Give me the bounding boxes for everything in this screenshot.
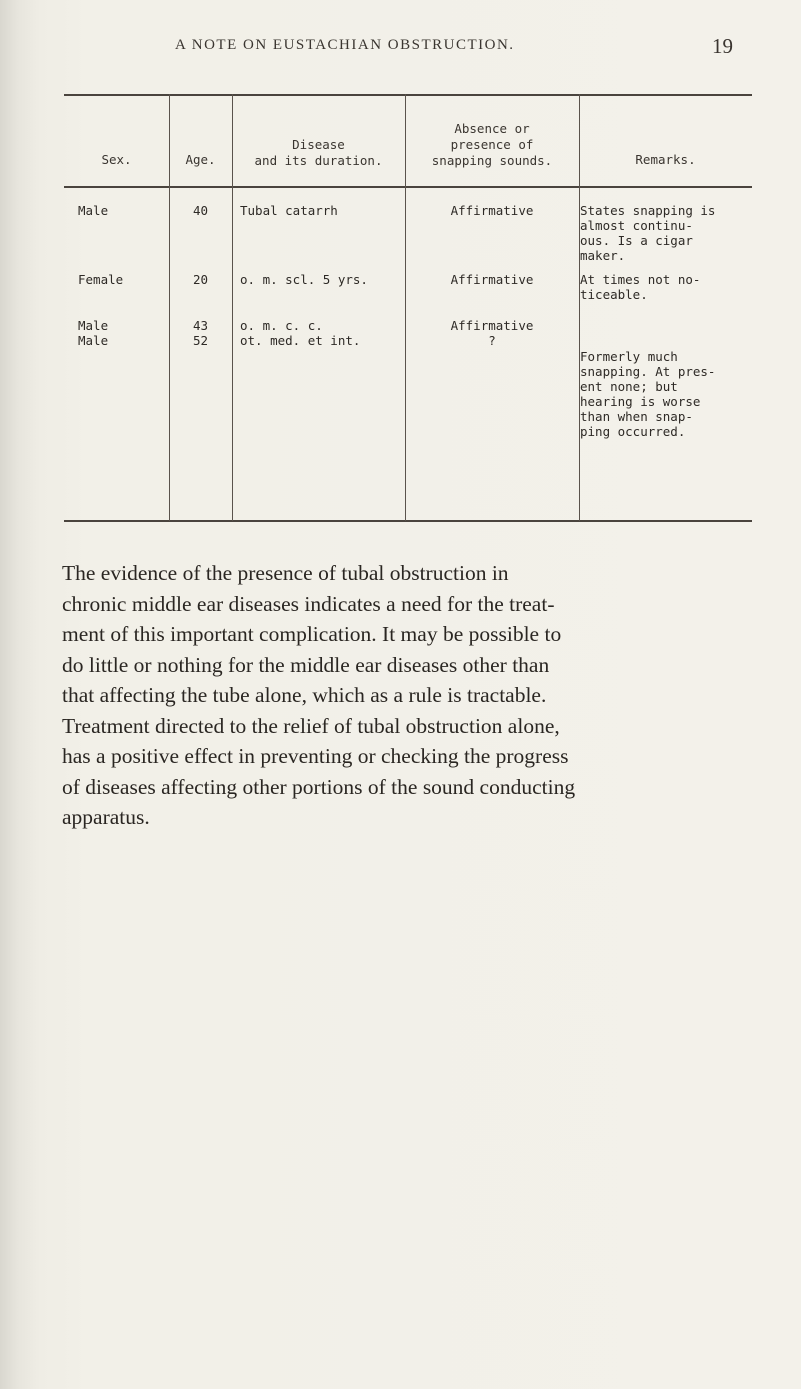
paragraph-line: ment of this important complication. It may be possible to	[62, 622, 562, 646]
remark-line: almost continu-	[580, 218, 693, 233]
cell-sex: Male	[78, 333, 109, 348]
table-bottom-rule	[64, 520, 752, 522]
case-table	[64, 94, 752, 523]
running-title: A NOTE ON EUSTACHIAN OBSTRUCTION.	[175, 37, 515, 53]
paragraph-line: has a positive effect in preventing or checking the progress	[62, 744, 569, 768]
table-header-rule	[64, 186, 752, 188]
cell-snapping: Affirmative	[450, 203, 534, 218]
paragraph-line: of diseases affecting other portions of the sound conducting	[62, 774, 576, 799]
remark-line: snapping. At pres-	[580, 364, 716, 379]
remark-line: ous. Is a cigar	[580, 233, 693, 248]
paragraph-line: The evidence of the presence of tubal obstruction in	[62, 561, 509, 585]
remark-line: ent none; but	[580, 379, 678, 394]
remark-line: hearing is worse	[580, 394, 701, 409]
remark-line: States snapping is	[580, 203, 716, 218]
remark-line: At times not no-	[580, 272, 701, 287]
cell-age: 52	[192, 333, 209, 348]
cell-age: 43	[192, 318, 209, 333]
header-remarks: Remarks.	[635, 152, 696, 167]
cell-remarks	[580, 203, 736, 263]
cell-age: 40	[192, 203, 209, 218]
cell-sex: Male	[78, 318, 109, 333]
cell-age: 20	[192, 272, 209, 287]
paragraph-line: chronic middle ear diseases indicates a need for the treat-	[62, 591, 555, 616]
header-age: Age.	[185, 152, 216, 167]
cell-disease: o. m. c. c.	[240, 318, 323, 333]
remark-line: maker.	[580, 248, 626, 263]
remark-line: ping occurred.	[580, 424, 686, 439]
cell-remarks	[580, 349, 736, 439]
running-head	[0, 34, 801, 58]
cell-disease: ot. med. et int.	[240, 333, 361, 348]
header-sex: Sex.	[101, 152, 132, 167]
table-top-rule	[64, 94, 752, 96]
header-disease: Disease and its duration.	[254, 137, 383, 168]
paragraph-line: that affecting the tube alone, which as a rule is tractable.	[62, 683, 547, 707]
cell-snapping: ?	[488, 333, 496, 348]
cell-snapping: Affirmative	[450, 318, 534, 333]
cell-sex: Male	[78, 203, 109, 218]
cell-remarks	[580, 272, 736, 302]
remark-line: Formerly much	[580, 349, 678, 364]
paragraph-line: apparatus.	[62, 805, 150, 829]
remark-line: ticeable.	[580, 287, 648, 302]
paragraph-line: do little or nothing for the middle ear diseases other than	[62, 652, 550, 677]
cell-disease: o. m. scl. 5 yrs.	[240, 272, 368, 287]
cell-disease: Tubal catarrh	[240, 203, 338, 218]
paragraph-line: Treatment directed to the relief of tubal obstruction alone,	[62, 713, 560, 738]
cell-sex: Female	[78, 272, 124, 287]
page-number: 19	[712, 34, 733, 58]
remark-line: than when snap-	[580, 409, 693, 424]
header-snapping: Absence or presence of snapping sounds.	[431, 121, 553, 168]
body-paragraph	[62, 558, 752, 833]
cell-snapping: Affirmative	[450, 272, 534, 287]
